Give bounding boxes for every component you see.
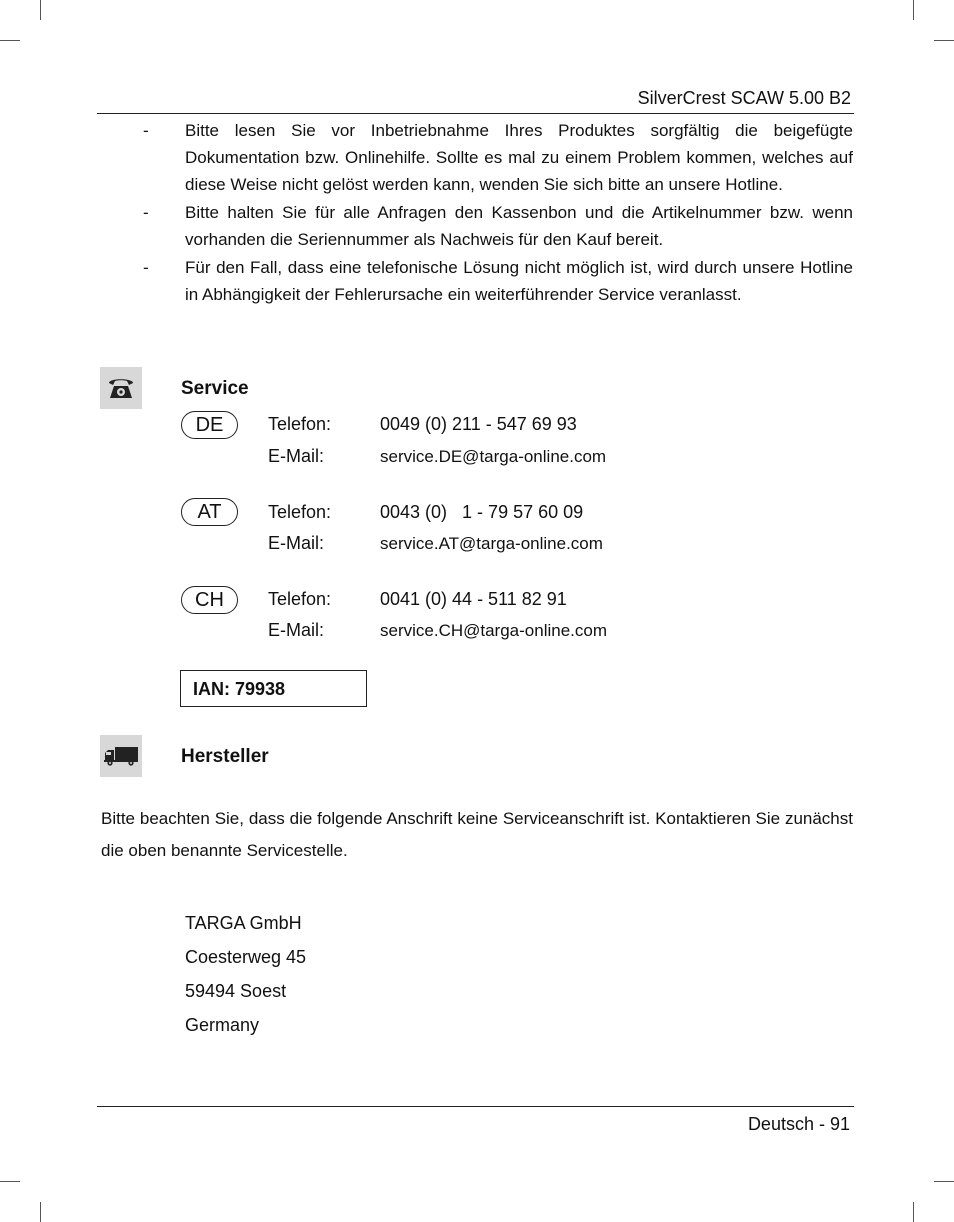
bullet-list — [140, 117, 853, 309]
crop-mark — [0, 1181, 20, 1182]
phone-label: Telefon: — [268, 589, 332, 609]
ian-box: IAN: 79938 — [180, 670, 367, 707]
list-item — [140, 117, 853, 198]
bullet-dash: - — [143, 121, 149, 140]
header-title: SilverCrest SCAW 5.00 B2 — [637, 88, 851, 108]
bullet-text: Bitte halten Sie für alle Anfragen den Kassenbon und die Artikelnummer bzw. wenn vorhanden die Seriennummer als Nachweis für den Kauf bereit. — [185, 203, 853, 249]
phone-label: Telefon: — [268, 502, 332, 522]
bullet-text: Für den Fall, dass eine telefonische Lösung nicht möglich ist, wird durch unsere Hotline in Abhängigkeit der Fehlerursache ein weiterführender Service veranlasst. — [185, 258, 853, 304]
header-rule — [97, 113, 854, 114]
email-label: E-Mail: — [268, 533, 325, 553]
manufacturer-heading: Hersteller — [181, 746, 269, 767]
crop-mark — [40, 1202, 41, 1222]
list-item — [140, 254, 853, 308]
email-label: E-Mail: — [268, 620, 325, 640]
crop-mark — [934, 1181, 954, 1182]
phone-number: 0049 (0) 211 - 547 69 93 — [380, 414, 577, 434]
crop-mark — [913, 0, 914, 20]
crop-mark — [0, 40, 20, 41]
phone-number: 0041 (0) 44 - 511 82 91 — [380, 589, 567, 609]
address-line: Germany — [185, 1015, 260, 1035]
bullet-dash: - — [143, 203, 149, 222]
page-number: Deutsch - 91 — [747, 1114, 850, 1134]
crop-mark — [913, 1202, 914, 1222]
crop-mark — [40, 0, 41, 20]
service-heading: Service — [181, 378, 249, 399]
bullet-dash: - — [143, 258, 149, 277]
truck-icon — [100, 735, 142, 777]
telephone-icon — [100, 367, 142, 409]
phone-label: Telefon: — [268, 414, 332, 434]
country-badge-de: DE — [181, 411, 238, 439]
country-badge-ch: CH — [181, 586, 238, 614]
list-item — [140, 199, 853, 253]
email-link[interactable]: service.AT@targa-online.com — [380, 534, 603, 553]
email-link[interactable]: service.DE@targa-online.com — [380, 447, 607, 466]
crop-mark — [934, 40, 954, 41]
footer-rule — [97, 1106, 854, 1107]
email-link[interactable]: service.CH@targa-online.com — [380, 621, 608, 640]
address-line: TARGA GmbH — [185, 913, 302, 933]
email-label: E-Mail: — [268, 446, 325, 466]
manufacturer-note: Bitte beachten Sie, dass die folgende Anschrift keine Serviceanschrift ist. Kontaktieren Sie zunächst die oben benannte Servicestelle. — [101, 809, 853, 860]
address-line: 59494 Soest — [185, 981, 287, 1001]
address-line: Coesterweg 45 — [185, 947, 307, 967]
country-badge-at: AT — [181, 498, 238, 526]
phone-number: 0043 (0) 1 - 79 57 60 09 — [380, 502, 584, 522]
bullet-text: Bitte lesen Sie vor Inbetriebnahme Ihres Produktes sorgfältig die beigefügte Dokumentation bzw. Onlinehilfe. Sollte es mal zu einem Problem kommen, welches auf diese Weise nicht gelöst werden kann, wenden Sie sich bitte an unsere Hotline. — [185, 121, 853, 194]
